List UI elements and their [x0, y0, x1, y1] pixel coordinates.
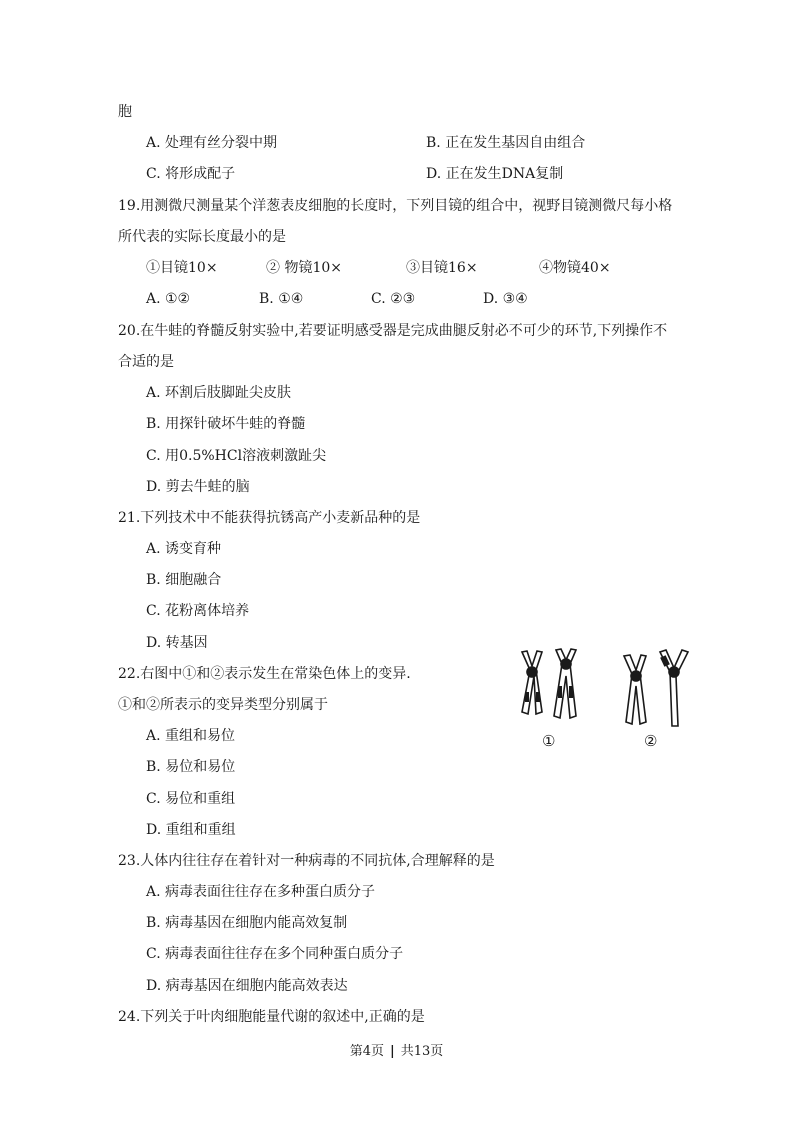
q23-option-c: C. 病毒表面往往存在多个同种蛋白质分子: [146, 946, 404, 962]
q23-option-d: D. 病毒基因在细胞内能高效表达: [146, 978, 348, 994]
q18-option-b: B. 正在发生基因自由组合: [426, 135, 586, 151]
q18-option-d: D. 正在发生DNA复制: [426, 166, 564, 182]
chromosome-pair-1: [522, 649, 576, 718]
footer-separator: |: [390, 1044, 395, 1059]
q20-stem-line1: 20.在牛蛙的脊髓反射实验中,若要证明感受器是完成曲腿反射必不可少的环节,下列操作不: [118, 323, 668, 339]
q20-option-d: D. 剪去牛蛙的脑: [146, 479, 250, 495]
q18-option-a: A. 处理有丝分裂中期: [146, 135, 278, 151]
q20-option-c: C. 用0.5%HCl溶液刺激趾尖: [146, 448, 327, 464]
q19-item-2: ② 物镜10×: [266, 260, 342, 276]
q23-option-b: B. 病毒基因在细胞内能高效复制: [146, 915, 348, 931]
q19-option-d: D. ③④: [483, 291, 528, 307]
q21-option-b: B. 细胞融合: [146, 572, 222, 588]
q20-option-a: A. 环割后肢脚趾尖皮肤: [146, 385, 292, 401]
q19-item-3: ③目镜16×: [406, 260, 478, 276]
figure-label-1: ①: [542, 732, 556, 750]
q23-stem: 23.人体内往往存在着针对一种病毒的不同抗体,合理解释的是: [118, 853, 495, 869]
q18-option-c: C. 将形成配子: [146, 166, 236, 182]
q19-item-4: ④物镜40×: [539, 260, 611, 276]
q20-stem-line2: 合适的是: [118, 354, 174, 370]
q22-option-b: B. 易位和易位: [146, 759, 236, 775]
q21-option-d: D. 转基因: [146, 635, 208, 651]
q21-stem: 21.下列技术中不能获得抗锈高产小麦新品种的是: [118, 510, 421, 526]
q20-option-b: B. 用探针破坏牛蛙的脊髓: [146, 416, 306, 432]
q21-option-c: C. 花粉离体培养: [146, 603, 250, 619]
q19-item-1: ①目镜10×: [146, 260, 218, 276]
q24-stem: 24.下列关于叶肉细胞能量代谢的叙述中,正确的是: [118, 1009, 425, 1025]
q18-stem-tail: 胞: [118, 104, 132, 120]
page-footer: [0, 1040, 793, 1059]
q19-option-b: B. ①④: [259, 291, 304, 307]
q19-option-a: A. ①②: [146, 291, 191, 307]
figure-label-2: ②: [644, 732, 658, 750]
q19-stem-line1: 19.用测微尺测量某个洋葱表皮细胞的长度时，下列目镜的组合中，视野目镜测微尺每小格: [118, 198, 673, 214]
q21-option-a: A. 诱变育种: [146, 541, 222, 557]
q22-option-d: D. 重组和重组: [146, 822, 236, 838]
q19-stem-line2: 所代表的实际长度最小的是: [118, 229, 286, 245]
q22-stem-line1: 22.右图中①和②表示发生在常染色体上的变异.: [118, 666, 411, 682]
page-total: 共13页: [400, 1044, 444, 1059]
page-number: 第4页: [349, 1044, 384, 1059]
chromosome-variation-figure: [512, 646, 698, 756]
q22-option-c: C. 易位和重组: [146, 791, 236, 807]
q19-option-c: C. ②③: [371, 291, 416, 307]
q22-stem-line2: ①和②所表示的变异类型分别属于: [118, 697, 328, 713]
q22-option-a: A. 重组和易位: [146, 728, 236, 744]
q23-option-a: A. 病毒表面往往存在多种蛋白质分子: [146, 884, 376, 900]
chromosome-pair-2: [624, 650, 688, 726]
